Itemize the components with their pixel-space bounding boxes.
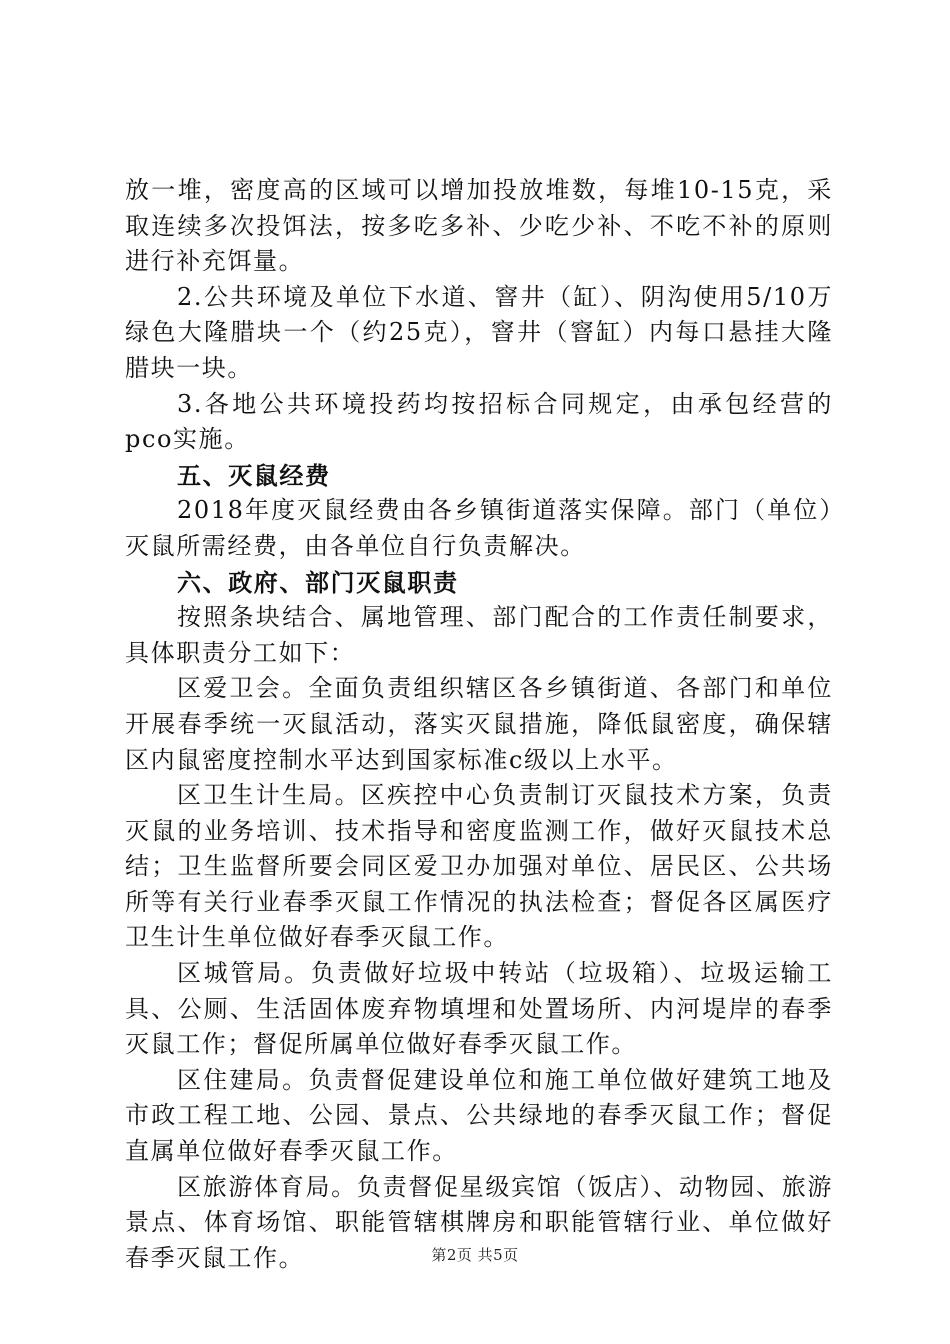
paragraph-pco-implementation: 3.各地公共环境投药均按招标合同规定，由承包经营的pco实施。: [125, 389, 833, 454]
section-heading-funding: 五、灭鼠经费: [177, 460, 331, 490]
document-body: [125, 173, 833, 1276]
paragraph-urban-management: 区城管局。负责做好垃圾中转站（垃圾箱）、垃圾运输工具、公厕、生活固体废弃物填埋和处置场所、内河堤岸的春季灭鼠工作；督促所属单位做好春季灭鼠工作。: [125, 959, 833, 1059]
section-heading-responsibilities: 六、政府、部门灭鼠职责: [177, 567, 459, 597]
paragraph-health-bureau: 区卫生计生局。区疾控中心负责制订灭鼠技术方案，负责灭鼠的业务培训、技术指导和密度监测工作，做好灭鼠技术总结；卫生监督所要会同区爱卫办加强对单位、居民区、公共场所等有关行业春季灭鼠工作情况的执法检查；督促各区属医疗卫生计生单位做好春季灭鼠工作。: [125, 781, 833, 952]
paragraph-responsibility-intro: 按照条块结合、属地管理、部门配合的工作责任制要求，具体职责分工如下：: [125, 603, 833, 667]
paragraph-housing-construction: 区住建局。负责督促建设单位和施工单位做好建筑工地及市政工程工地、公园、景点、公共绿地的春季灭鼠工作；督促直属单位做好春季灭鼠工作。: [125, 1065, 833, 1166]
paragraph-funding: 2018年度灭鼠经费由各乡镇街道落实保障。部门（单位）灭鼠所需经费，由各单位自行负责解决。: [125, 496, 833, 560]
paragraph-continuation: 放一堆，密度高的区域可以增加投放堆数，每堆10-15克，采取连续多次投饵法，按多吃多补、少吃少补、不吃不补的原则进行补充饵量。: [125, 176, 833, 276]
paragraph-patriotic-health-committee: 区爱卫会。全面负责组织辖区各乡镇街道、各部门和单位开展春季统一灭鼠活动，落实灭鼠措施，降低鼠密度，确保辖区内鼠密度控制水平达到国家标准c级以上水平。: [125, 674, 833, 774]
paragraph-sewer-bait: 2.公共环境及单位下水道、窨井（缸）、阴沟使用5/10万绿色大隆腊块一个（约25克），窨井（窨缸）内每口悬挂大隆腊块一块。: [125, 282, 833, 382]
page-number-footer: 第2页 共5页: [431, 1246, 519, 1264]
paragraph-tourism-sports: 区旅游体育局。负责督促星级宾馆（饭店）、动物园、旅游景点、体育场馆、职能管辖棋牌房和职能管辖行业、单位做好春季灭鼠工作。: [125, 1172, 833, 1272]
